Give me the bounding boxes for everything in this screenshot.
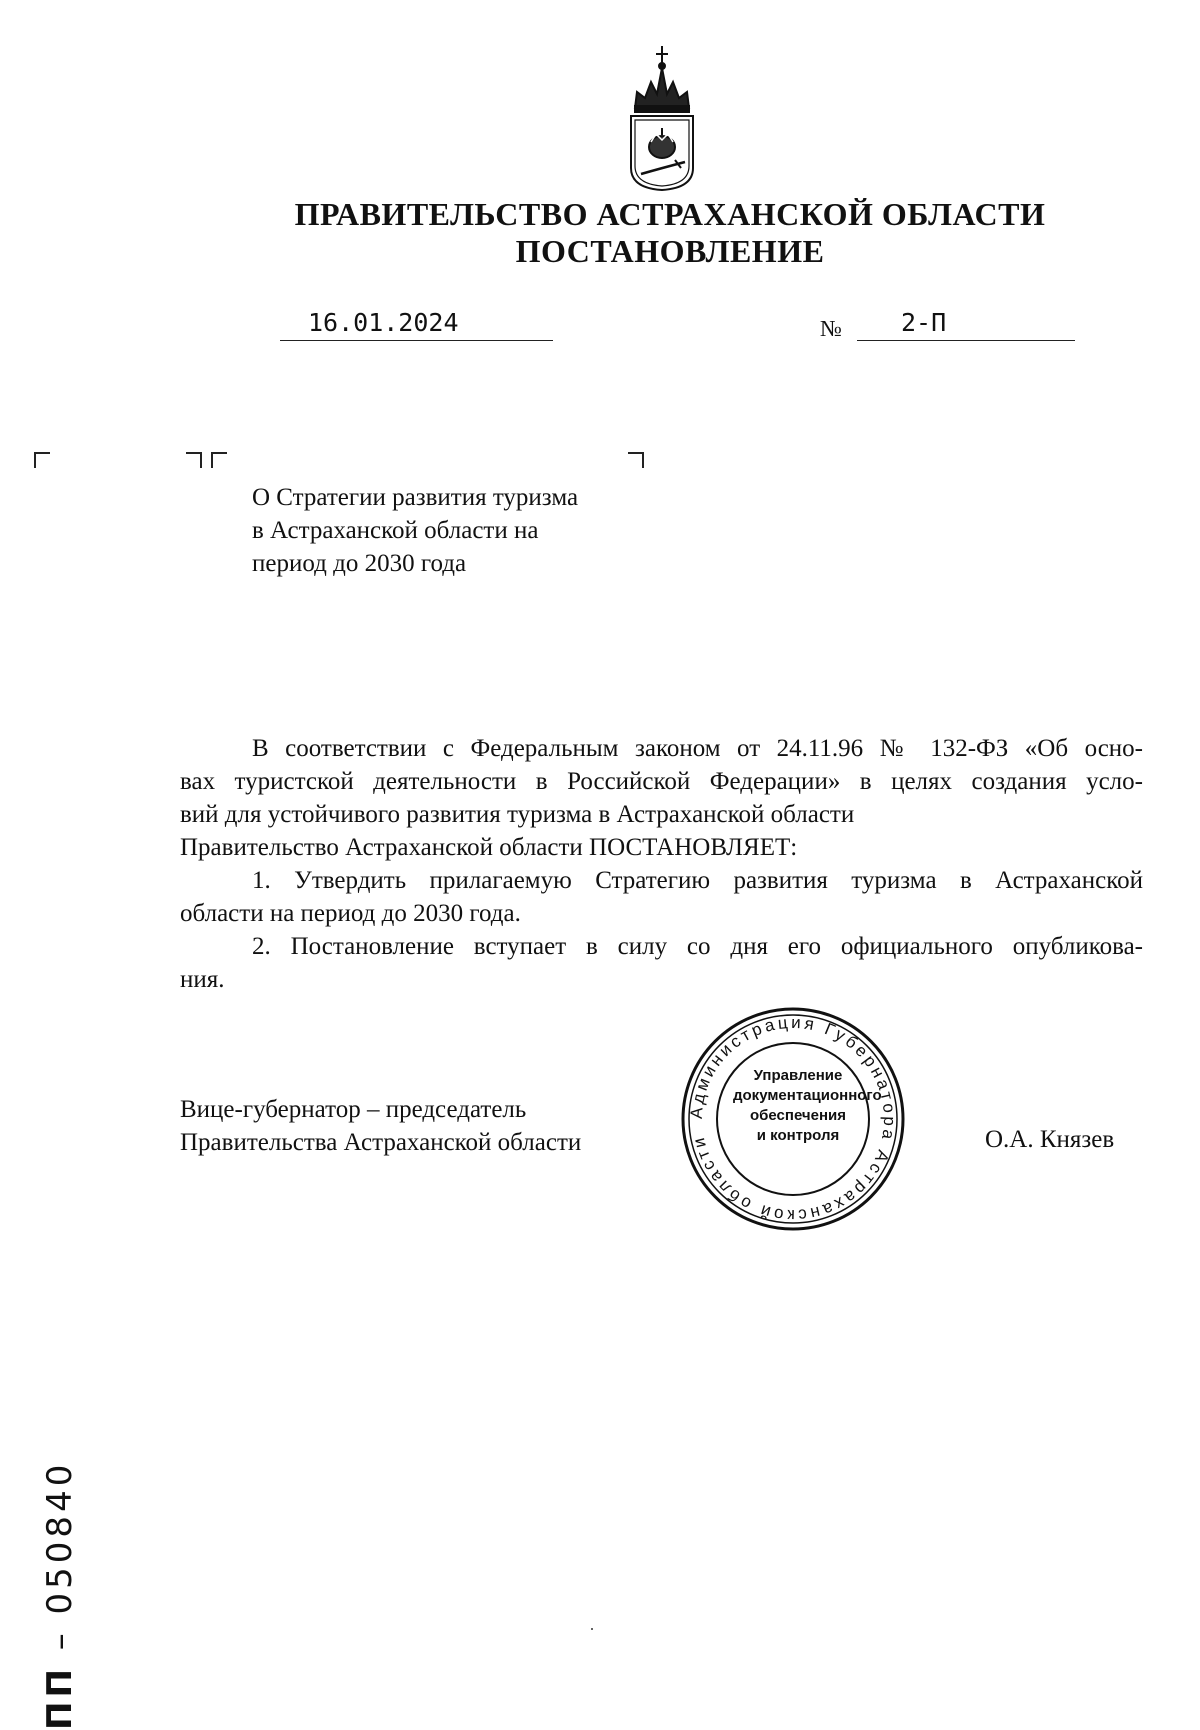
subject-bracket-open	[211, 452, 227, 468]
body-line: В соответствии с Федеральным законом от 24.11.96 № 132-ФЗ «Об осно-	[252, 735, 1143, 762]
number-underline	[857, 340, 1075, 341]
serial-number: – 050840	[40, 1460, 80, 1651]
signatory-position	[180, 1093, 581, 1159]
date-underline	[280, 340, 553, 341]
scan-speck	[591, 1628, 593, 1630]
stamp-center-line: документационного	[733, 1087, 882, 1104]
document-number: 2-П	[901, 308, 947, 337]
form-serial-number	[40, 1461, 80, 1730]
document-date: 16.01.2024	[308, 308, 459, 337]
stamp-center-line: и контроля	[756, 1127, 840, 1144]
subject-line: О Стратегии развития туризма	[252, 484, 579, 511]
government-title: ПРАВИТЕЛЬСТВО АСТРАХАНСКОЙ ОБЛАСТИ	[294, 196, 1046, 232]
coat-of-arms-emblem	[623, 42, 701, 192]
document-body	[180, 732, 1143, 996]
document-type: ПОСТАНОВЛЕНИЕ	[515, 233, 825, 269]
body-line: вий для устойчивого развития туризма в Астраханской области	[180, 801, 855, 828]
stamp-center-text	[733, 1066, 882, 1146]
stamp-center-line: обеспечения	[749, 1107, 847, 1124]
signer-name: О.А. Князев	[985, 1126, 1115, 1153]
stamp-center-line: Управление	[753, 1067, 843, 1084]
body-line: вах туристской деятельности в Российской Федерации» в целях создания усло-	[180, 768, 1143, 795]
signatory-position-line: Правительства Астраханской области	[180, 1129, 582, 1156]
subject-line: в Астраханской области на	[252, 517, 539, 544]
body-line: 2. Постановление вступает в силу со дня его официального опубликова-	[252, 933, 1143, 960]
subject-line: период до 2030 года	[252, 550, 467, 577]
body-line: Правительство Астраханской области ПОСТАНОВЛЯЕТ:	[180, 834, 798, 861]
subject-bracket-close	[628, 452, 644, 468]
stamp-ring-text: Администрация Губернатора Астраханской области	[686, 1012, 900, 1226]
number-sign: №	[820, 316, 842, 341]
document-subject	[252, 481, 672, 580]
body-line: ния.	[180, 966, 225, 993]
signatory-position-line: Вице-губернатор – председатель	[180, 1096, 527, 1123]
subject-bracket-left-close	[186, 452, 202, 468]
serial-prefix: ПП	[40, 1665, 80, 1730]
body-line: 1. Утвердить прилагаемую Стратегию развития туризма в Астраханской	[252, 867, 1143, 894]
body-line: области на период до 2030 года.	[180, 900, 521, 927]
margin-bracket-left	[34, 452, 50, 468]
